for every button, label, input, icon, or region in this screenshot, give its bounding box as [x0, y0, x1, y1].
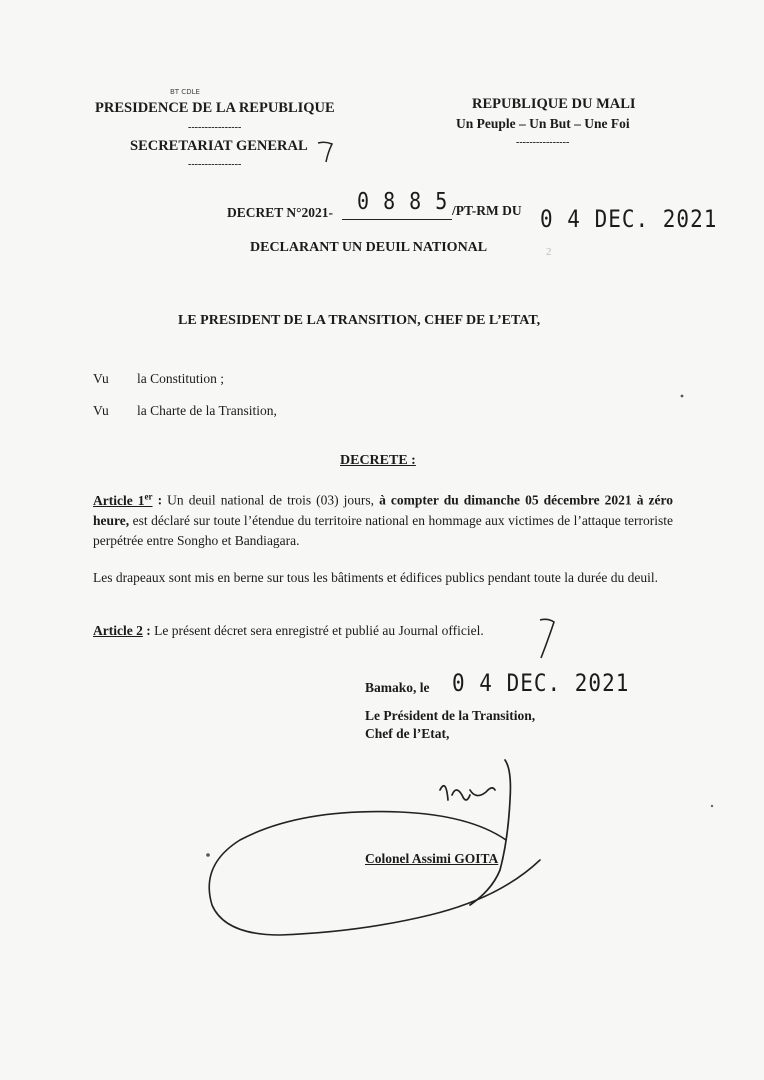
signature-loop: [209, 812, 540, 935]
speck-2: [206, 853, 210, 857]
secretariat-title: SECRETARIAT GENERAL: [130, 138, 308, 154]
signature-place: Bamako, le: [365, 680, 430, 695]
tick-mark-2: [540, 619, 554, 658]
flags-paragraph: Les drapeaux sont mis en berne sur tous les bâtiments et édifices publics pendant toute la durée du deuil.: [93, 570, 658, 585]
article-2-text: Le présent décret sera enregistré et publié au Journal officiel.: [154, 623, 484, 638]
visa-label-1: Vu: [93, 371, 109, 386]
header-right-separator: ----------------: [516, 137, 570, 148]
signature-line-2: Chef de l’Etat,: [365, 726, 450, 741]
speck-1: [681, 395, 684, 398]
header-left-separator-2: ----------------: [188, 159, 242, 170]
signature-date-stamp: 0 4 DEC. 2021: [452, 669, 630, 697]
signature-line-1: Le Président de la Transition,: [365, 708, 536, 723]
decree-prefix: DECRET N°2021-: [227, 205, 334, 220]
signature-upper-stroke: [440, 760, 510, 905]
article-1-part2: est déclaré sur toute l’étendue du territoire national en hommage aux victimes de l’attaque terroriste perpétrée entre Songho et Bandiagara.: [93, 512, 673, 548]
decree-object: DECLARANT UN DEUIL NATIONAL: [250, 240, 488, 255]
decree-number: 0 8 8 5: [357, 187, 449, 215]
article-1-label-text: Article 1: [93, 492, 145, 508]
decree-suffix: /PT-RM DU: [452, 203, 522, 218]
visa-text-2: la Charte de la Transition,: [137, 403, 277, 418]
page-mark: 2: [546, 246, 552, 258]
decree-date-stamp: 0 4 DEC. 2021: [540, 205, 718, 233]
header-left-separator-1: ----------------: [188, 122, 242, 133]
signatory-name-text: Colonel Assimi GOITA: [365, 851, 499, 866]
article-1-sup: er: [144, 491, 153, 501]
authority-heading: LE PRESIDENT DE LA TRANSITION, CHEF DE L’ETAT,: [178, 313, 541, 328]
decrete-heading-text: DECRETE :: [340, 453, 416, 468]
national-motto: Un Peuple – Un But – Une Foi: [456, 116, 630, 131]
article-1-part1: Un deuil national de trois (03) jours,: [167, 492, 380, 508]
visa-text-1: la Constitution ;: [137, 371, 225, 386]
republique-title: REPUBLIQUE DU MALI: [472, 96, 636, 112]
visa-label-2: Vu: [93, 403, 109, 418]
header-small-note: BT CDLE: [170, 88, 200, 96]
article-2-label: Article 2: [93, 623, 143, 638]
article-1-colon: :: [152, 492, 168, 508]
tick-mark-1: [318, 142, 332, 162]
speck-3: [711, 805, 713, 807]
article-2-colon: :: [142, 623, 155, 638]
article-1-bold: à compter du dimanche 05 décembre 2021 à zéro heure,: [93, 492, 673, 528]
presidence-title: PRESIDENCE DE LA REPUBLIQUE: [95, 100, 335, 116]
